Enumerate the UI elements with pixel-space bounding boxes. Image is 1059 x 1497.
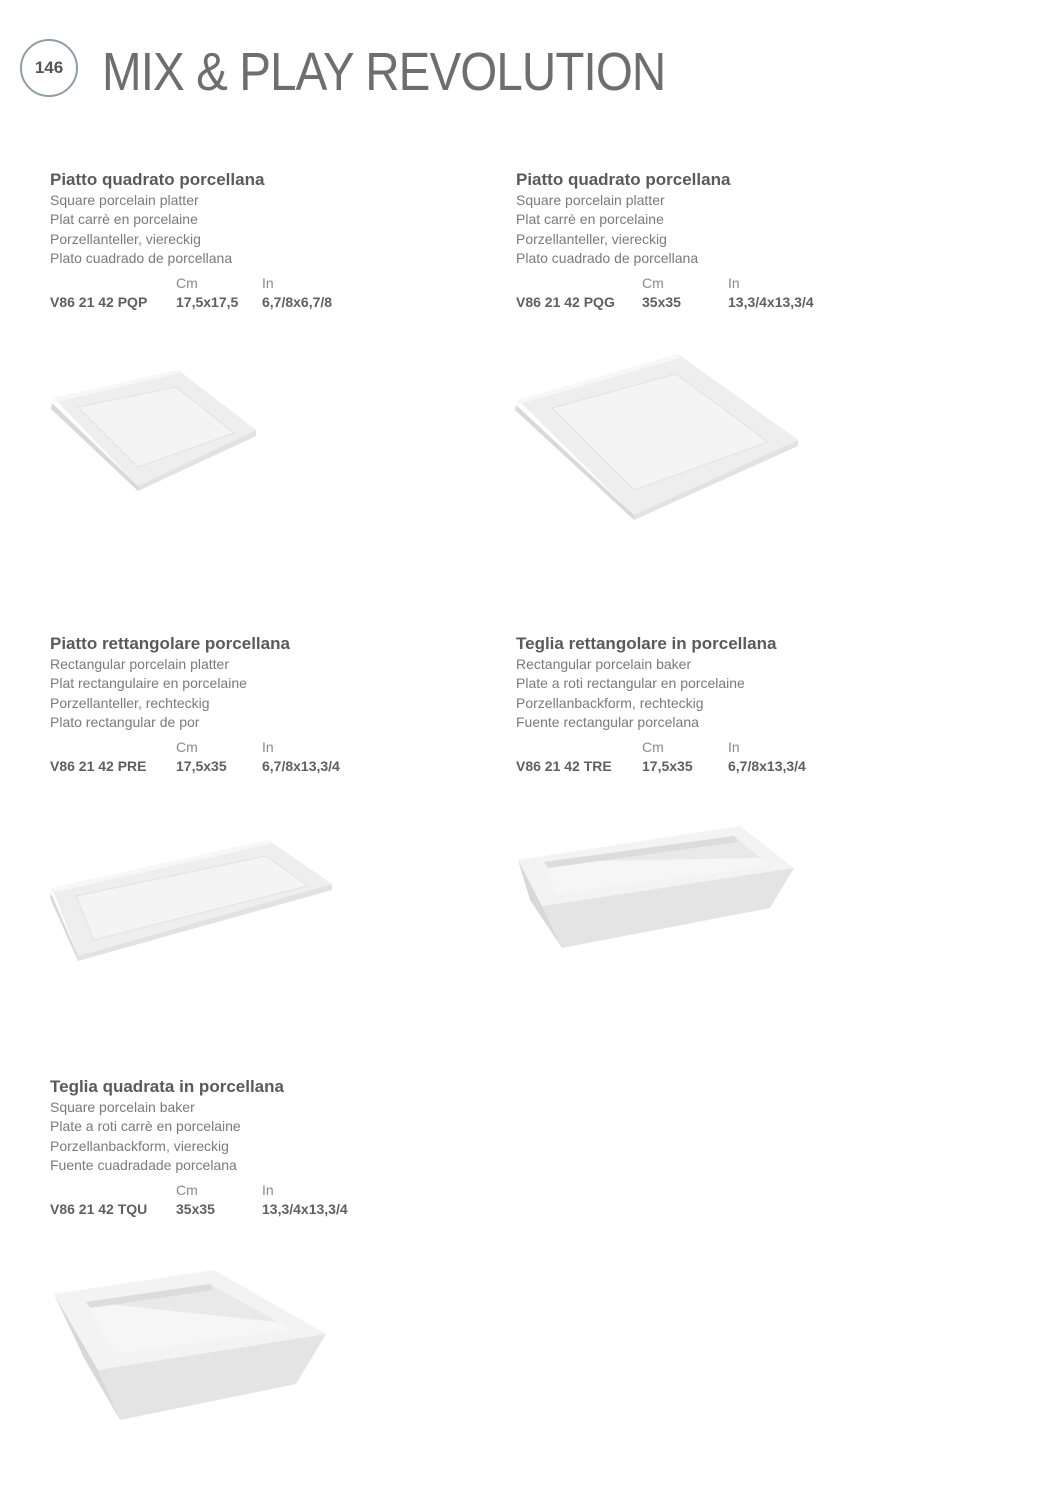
product-card-tqu (50, 1076, 490, 1222)
size-in: 6,7/8x13,3/4 (728, 758, 806, 775)
product-translations (50, 191, 490, 268)
product-code: V86 21 42 PRE (50, 758, 147, 775)
size-in: 13,3/4x13,3/4 (262, 1201, 348, 1218)
size-cm: 35x35 (642, 294, 681, 311)
product-translations (516, 191, 956, 268)
size-in: 13,3/4x13,3/4 (728, 294, 814, 311)
translation-es: Plato rectangular de por (50, 713, 200, 730)
unit-cm-label: Cm (642, 739, 664, 756)
translation-en: Square porcelain platter (516, 192, 665, 208)
product-spec (516, 739, 956, 779)
product-spec (50, 739, 490, 779)
translation-en: Square porcelain platter (50, 192, 199, 208)
unit-in-label: In (262, 739, 274, 756)
square-platter-small-image (48, 365, 262, 491)
square-baker-image (50, 1266, 330, 1426)
translation-en: Rectangular porcelain baker (516, 656, 692, 672)
square-platter-large-image (512, 350, 804, 522)
size-cm: 17,5x35 (176, 758, 227, 775)
page-number: 146 (34, 58, 64, 77)
translation-fr: Plate a roti rectangular en porcelaine (516, 675, 745, 692)
unit-in-label: In (728, 739, 740, 756)
product-card-pqp (50, 169, 490, 315)
product-code: V86 21 42 PQP (50, 294, 148, 311)
unit-cm-label: Cm (176, 739, 198, 756)
translation-es: Plato cuadrado de porcellana (50, 249, 233, 266)
product-code: V86 21 42 PQG (516, 294, 615, 311)
translation-es: Fuente cuadradade porcelana (50, 1156, 237, 1173)
product-translations (516, 655, 956, 732)
product-card-pqg (516, 169, 956, 315)
translation-en: Rectangular porcelain platter (50, 656, 229, 672)
product-translations (50, 1098, 490, 1175)
translation-de: Porzellanteller, viereckig (50, 230, 201, 247)
size-cm: 17,5x35 (642, 758, 693, 775)
page-number-badge (20, 39, 78, 97)
unit-cm-label: Cm (176, 275, 198, 292)
unit-in-label: In (728, 275, 740, 292)
size-cm: 17,5x17,5 (176, 294, 239, 311)
product-translations (50, 655, 490, 732)
translation-de: Porzellanbackform, viereckig (50, 1137, 229, 1154)
translation-fr: Plat rectangulaire en porcelaine (50, 675, 247, 692)
translation-de: Porzellanteller, rechteckig (50, 694, 210, 711)
product-name: Piatto quadrato porcellana (516, 170, 731, 189)
translation-es: Plato cuadrado de porcellana (516, 249, 699, 266)
translation-fr: Plat carrè en porcelaine (50, 211, 198, 228)
product-spec (50, 1182, 490, 1222)
unit-cm-label: Cm (176, 1182, 198, 1199)
unit-in-label: In (262, 1182, 274, 1199)
product-spec (50, 275, 490, 315)
page-title: MIX & PLAY REVOLUTION (102, 42, 666, 102)
translation-de: Porzellanteller, viereckig (516, 230, 667, 247)
size-in: 6,7/8x6,7/8 (262, 294, 333, 311)
size-cm: 35x35 (176, 1201, 215, 1218)
product-name: Teglia rettangolare in porcellana (516, 634, 777, 653)
translation-es: Fuente rectangular porcelana (516, 713, 699, 730)
product-code: V86 21 42 TQU (50, 1201, 148, 1218)
rectangular-platter-image (46, 836, 336, 964)
translation-fr: Plat carrè en porcelaine (516, 211, 664, 228)
product-code: V86 21 42 TRE (516, 758, 612, 775)
product-card-tre (516, 633, 956, 779)
translation-en: Square porcelain baker (50, 1099, 195, 1115)
size-in: 6,7/8x13,3/4 (262, 758, 340, 775)
unit-cm-label: Cm (642, 275, 664, 292)
product-name: Piatto quadrato porcellana (50, 170, 265, 189)
product-spec (516, 275, 956, 315)
unit-in-label: In (262, 275, 274, 292)
product-card-pre (50, 633, 490, 779)
translation-fr: Plate a roti carrè en porcelaine (50, 1118, 241, 1135)
translation-de: Porzellanbackform, rechteckig (516, 694, 704, 711)
product-name: Piatto rettangolare porcellana (50, 634, 290, 653)
rectangular-baker-image (514, 822, 798, 952)
product-name: Teglia quadrata in porcellana (50, 1077, 284, 1096)
